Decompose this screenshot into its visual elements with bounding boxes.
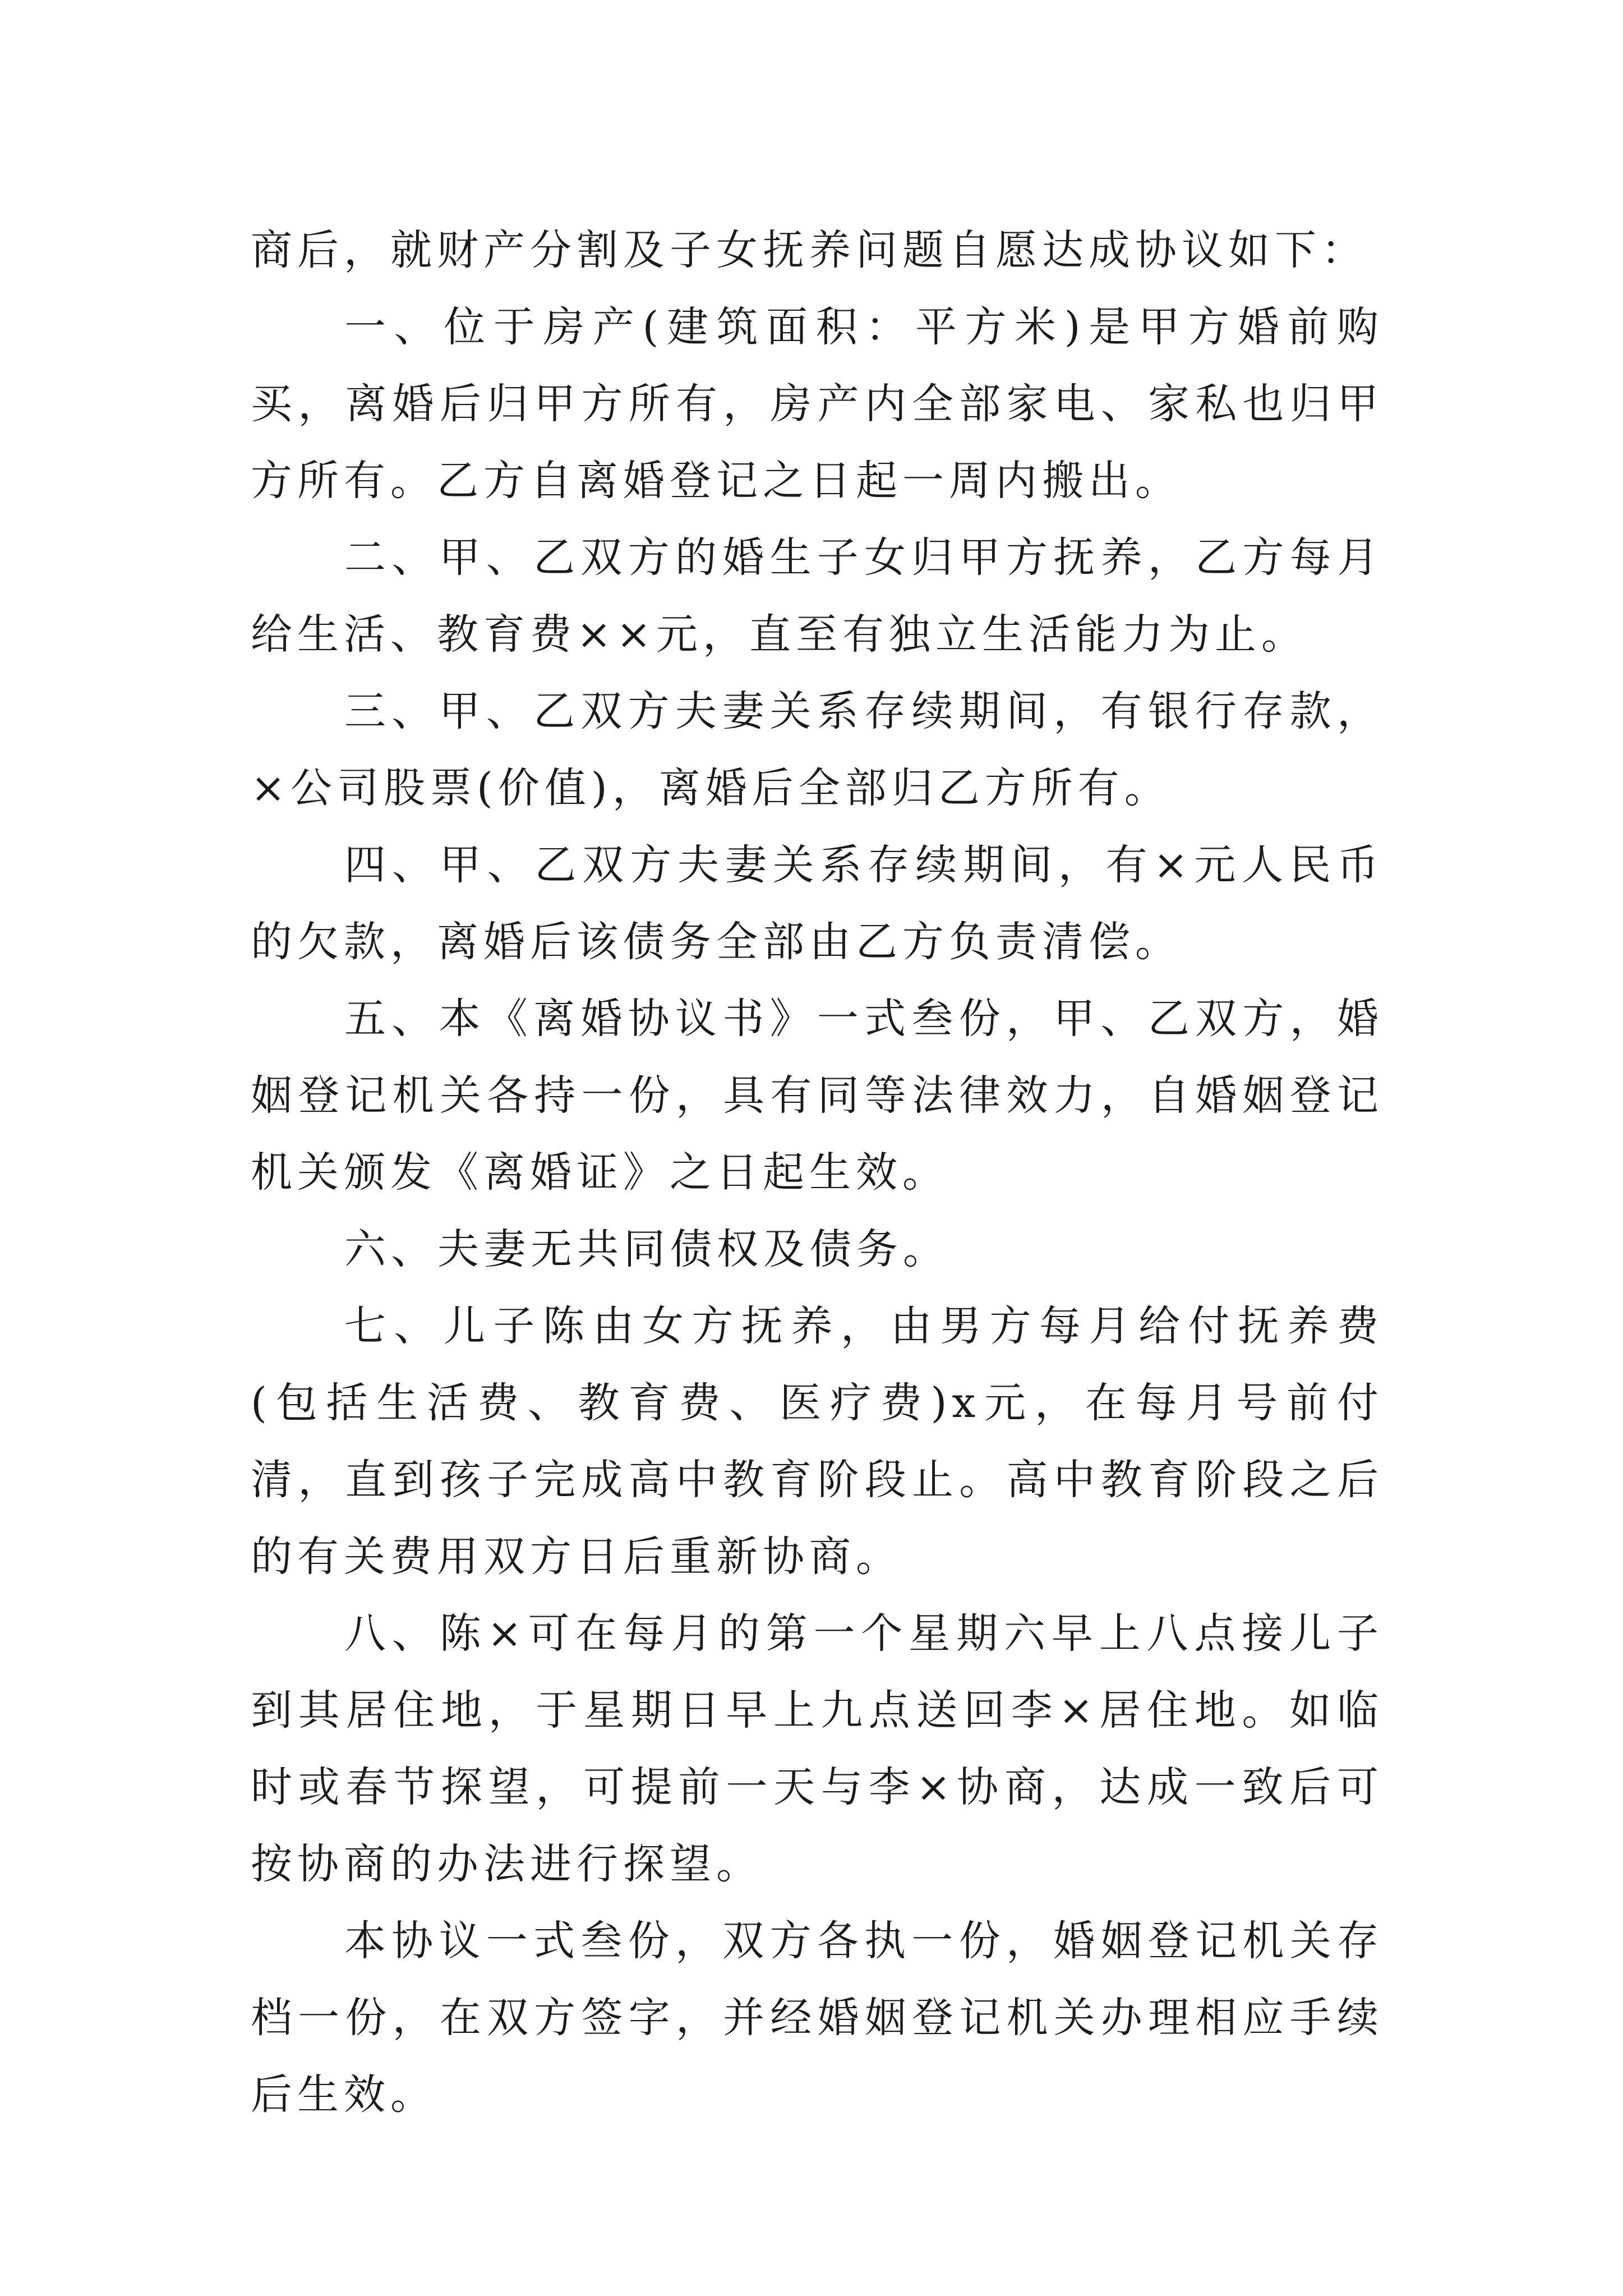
clause-6-no-joint-debt: 六、夫妻无共同债权及债务。 [344, 1225, 949, 1273]
clause-8-visitation: 八、陈×可在每月的第一个星期六早上八点接儿子到其居住地，于星期日早上九点送回李×居住地。如临时或春节探望，可提前一天与李×协商，达成一致后可按协商的办法进行探望。 [251, 1609, 1384, 1888]
clause-7-son-custody: 七、儿子陈由女方抚养，由男方每月给付抚养费(包括生活费、教育费、医疗费)x元，在每月号前付清，直到孩子完成高中教育阶段止。高中教育阶段之后的有关费用双方日后重新协商。 [251, 1302, 1384, 1581]
document-body [251, 212, 1384, 2133]
clause-5-copies: 五、本《离婚协议书》一式叁份，甲、乙双方，婚姻登记机关各持一份，具有同等法律效力，自婚姻登记机关颁发《离婚证》之日起生效。 [251, 995, 1384, 1197]
clause-1-house: 一、位于房产(建筑面积：平方米)是甲方婚前购买，离婚后归甲方所有，房产内全部家电、家私也归甲方所有。乙方自离婚登记之日起一周内搬出。 [251, 303, 1384, 505]
clause-2-child-support: 二、甲、乙双方的婚生子女归甲方抚养，乙方每月给生活、教育费××元，直至有独立生活能力为止。 [251, 533, 1384, 659]
clause-4-debt: 四、甲、乙双方夫妻关系存续期间，有×元人民币的欠款，离婚后该债务全部由乙方负责清偿。 [251, 841, 1384, 966]
paragraph-continuation: 商后，就财产分割及子女抚养问题自愿达成协议如下： [251, 226, 1368, 274]
clause-3-bank-deposit: 三、甲、乙双方夫妻关系存续期间，有银行存款，×公司股票(价值)，离婚后全部归乙方所有。 [251, 687, 1384, 812]
closing-paragraph: 本协议一式叁份，双方各执一份，婚姻登记机关存档一份，在双方签字，并经婚姻登记机关办理相应手续后生效。 [251, 1917, 1384, 2119]
